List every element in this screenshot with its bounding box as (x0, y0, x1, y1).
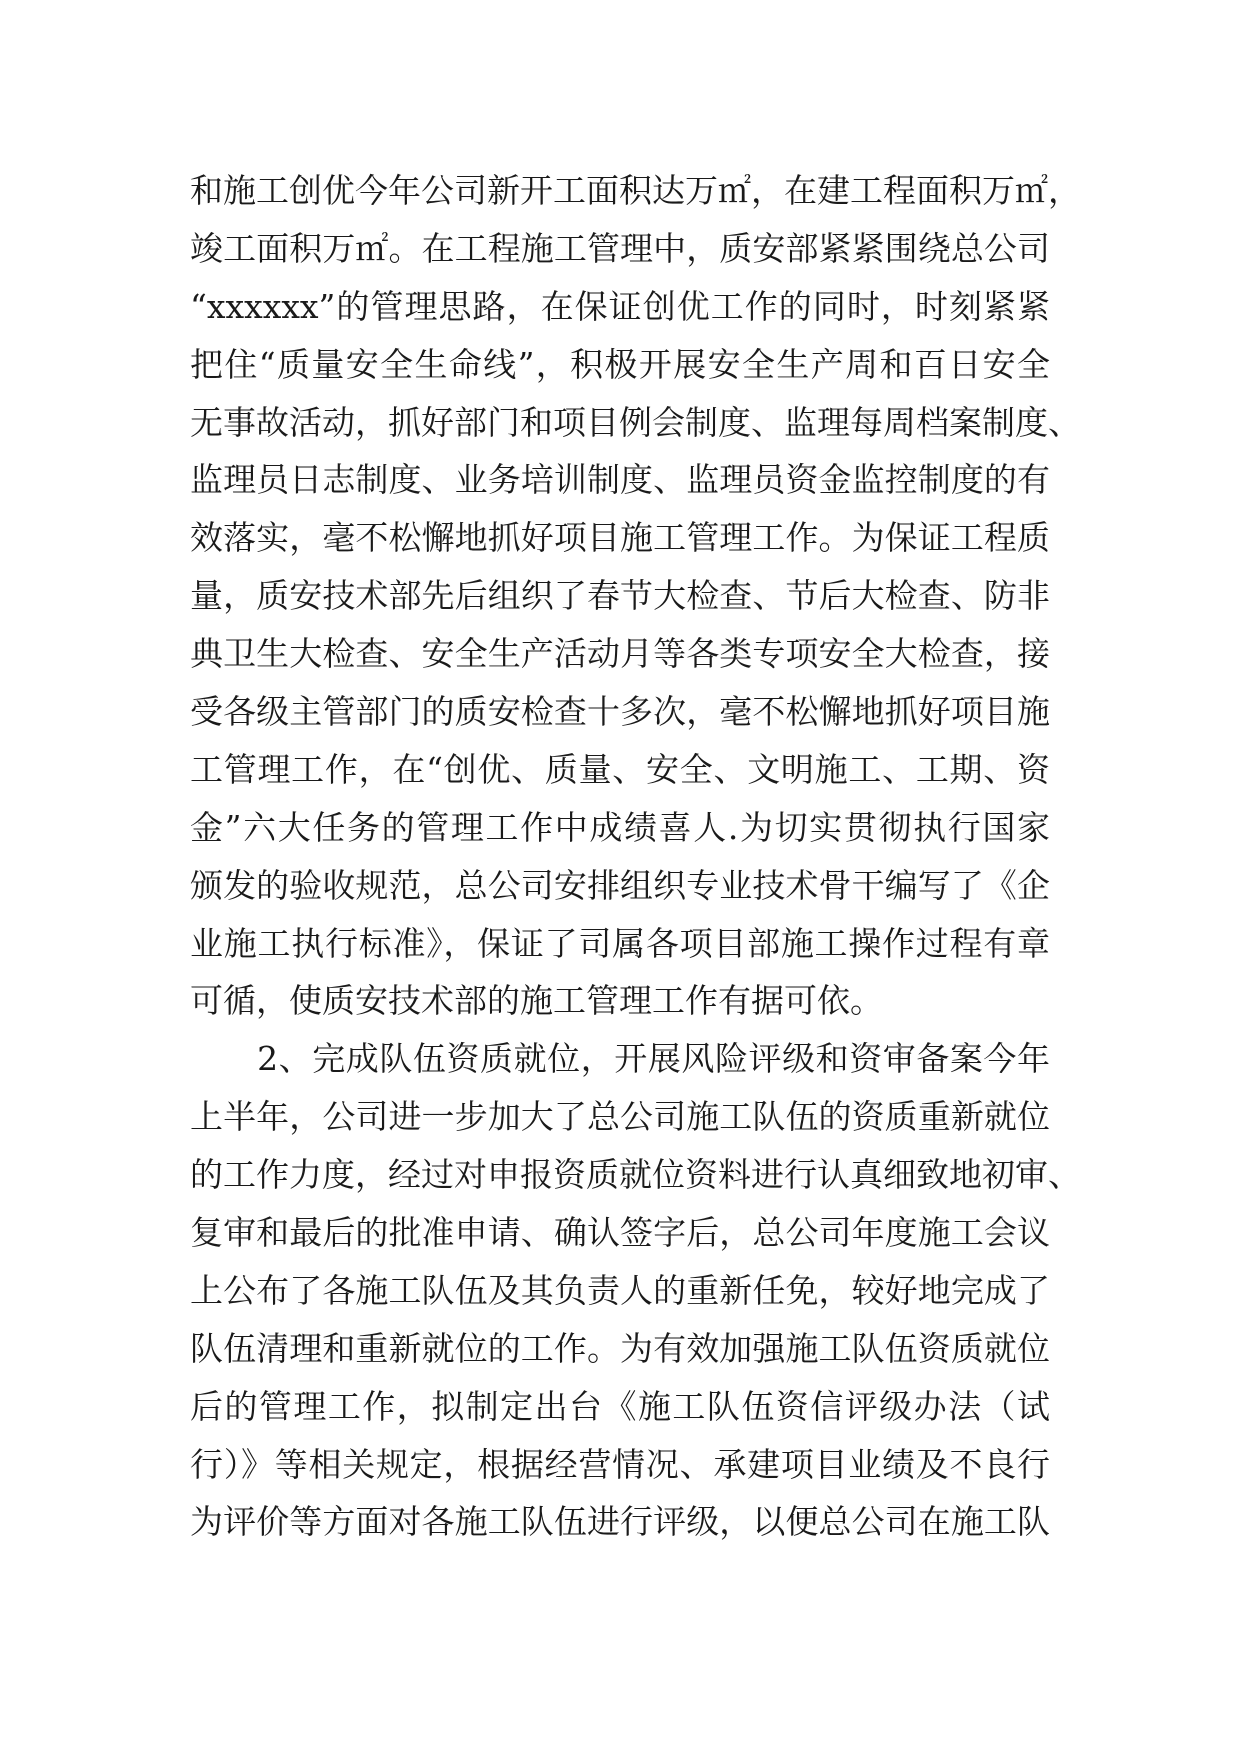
text-line: 监理员日志制度、业务培训制度、监理员资金监控制度的有 (190, 460, 1050, 500)
text-line: 无事故活动，抓好部门和项目例会制度、监理每周档案制度、 (190, 402, 1081, 442)
text-line: 上半年，公司进一步加大了总公司施工队伍的资质重新就位 (190, 1097, 1050, 1137)
text-line: 量，质安技术部先后组织了春节大检查、节后大检查、防非 (190, 576, 1050, 616)
text-line: 和施工创优今年公司新开工面积达万㎡，在建工程面积万㎡， (190, 171, 1081, 210)
text-line: 金”六大任务的管理工作中成绩喜人.为切实贯彻执行国家 (190, 807, 1050, 847)
text-line: “xxxxxx”的管理思路，在保证创优工作的同时，时刻紧紧 (190, 286, 1050, 326)
text-line: 为评价等方面对各施工队伍进行评级，以便总公司在施工队 (190, 1502, 1050, 1542)
text-line: 业施工执行标准》，保证了司属各项目部施工操作过程有章 (190, 923, 1050, 963)
text-line: 2、完成队伍资质就位，开展风险评级和资审备案今年 (190, 1039, 1050, 1079)
text-line: 上公布了各施工队伍及其负责人的重新任免，较好地完成了 (190, 1270, 1050, 1310)
text-line: 效落实，毫不松懈地抓好项目施工管理工作。为保证工程质 (190, 518, 1050, 558)
text-line: 竣工面积万㎡。在工程施工管理中，质安部紧紧围绕总公司 (190, 228, 1050, 268)
text-line: 可循，使质安技术部的施工管理工作有据可依。 (190, 981, 883, 1021)
text-line: 把住“质量安全生命线”，积极开展安全生产周和百日安全 (190, 344, 1050, 384)
text-line: 的工作力度，经过对申报资质就位资料进行认真细致地初审、 (190, 1155, 1081, 1195)
text-line: 后的管理工作，拟制定出台《施工队伍资信评级办法（试 (190, 1386, 1050, 1426)
body-text (190, 162, 1081, 1551)
text-line: 受各级主管部门的质安检查十多次，毫不松懈地抓好项目施 (190, 692, 1050, 732)
text-line: 行）》等相关规定，根据经营情况、承建项目业绩及不良行 (190, 1444, 1050, 1484)
text-line: 工管理工作，在“创优、质量、安全、文明施工、工期、资 (190, 749, 1050, 789)
text-line: 典卫生大检查、安全生产活动月等各类专项安全大检查，接 (190, 634, 1050, 674)
text-line: 颁发的验收规范，总公司安排组织专业技术骨干编写了《企 (190, 865, 1050, 905)
text-line: 队伍清理和重新就位的工作。为有效加强施工队伍资质就位 (190, 1328, 1050, 1368)
text-line: 复审和最后的批准申请、确认签字后，总公司年度施工会议 (190, 1213, 1050, 1253)
